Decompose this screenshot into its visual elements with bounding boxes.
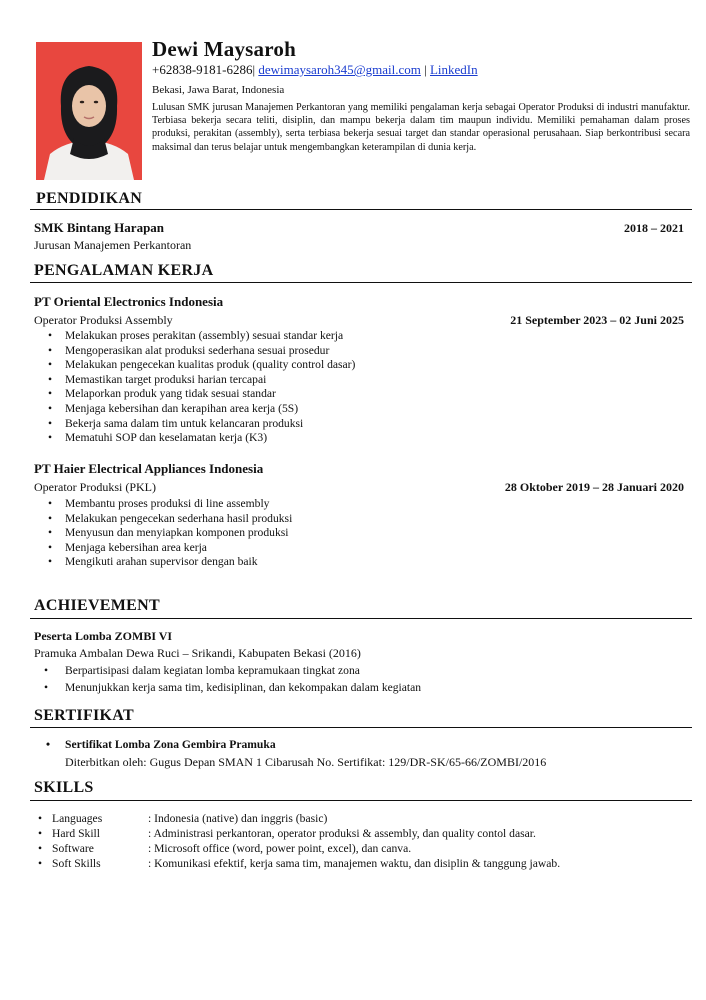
- list-item: • Bekerja sama dalam tim untuk kelancaran produksi: [48, 417, 355, 432]
- list-item: • Memastikan target produksi harian tercapai: [48, 373, 355, 388]
- skill-category: Hard Skill: [52, 827, 100, 840]
- list-item: • Mematuhi SOP dan keselamatan kerja (K3): [48, 431, 355, 446]
- job-company: PT Oriental Electronics Indonesia: [34, 294, 224, 309]
- list-item: • Melakukan pengecekan kualitas produk (quality control dasar): [48, 358, 355, 373]
- list-item: • Menjaga kebersihan dan kerapihan area kerja (5S): [48, 402, 355, 417]
- list-item: • Membantu proses produksi di line assembly: [48, 497, 292, 512]
- list-item: • Melakukan pengecekan sederhana hasil produksi: [48, 512, 292, 527]
- job-dates: 28 Oktober 2019 – 28 Januari 2020: [504, 480, 684, 494]
- list-item: • Mengoperasikan alat produksi sederhana sesuai prosedur: [48, 344, 355, 359]
- school-major: Jurusan Manajemen Perkantoran: [34, 238, 192, 252]
- education-section-title: PENDIDIKAN: [36, 190, 143, 207]
- list-item: • Berpartisipasi dalam kegiatan lomba kepramukaan tingkat zona: [44, 662, 421, 679]
- resume-page: Dewi Maysaroh +62838-9181-6286| dewimaysaroh345@gmail.com | LinkedIn Bekasi, Jawa Barat, Indonesia Lulusan SMK jurusan Manajemen Perkantoran yang memiliki pengalaman kerja sebagai Operator Produksi di industri manufaktur. Terbiasa bekerja secara teliti, disiplin, dan mampu bekerja dalam tim maupun individu. Memiliki pemahaman dalam proses produksi, perakitan (assembly), serta terbiasa bekerja sesuai target dan standar operasional perusahaan. Siap berkontribusi secara maksimal dan terus belajar untuk mengembangkan keterampilan di dunia kerja. PENDIDIKAN SMK Bintang Harapan Jurusan Manajemen Perkantoran 2018 – 2021 PENGALAMAN KERJA PT Oriental Electronics Indonesia Operator Produksi Assembly 21 September 2023 – 02 Juni 2025 • Melakukan proses perakitan (assembly) sesuai standar kerja • Mengoperasikan alat produksi sederhana sesuai prosedur • Melakukan pengecekan kualitas produk (quality control dasar) • Memastikan target produksi harian tercapai • Melaporkan produk yang tidak sesuai standar • Menjaga kebersihan dan kerapihan area kerja (5S) • Bekerja sama dalam tim untuk kelancaran produksi • Mematuhi SOP dan keselamatan kerja (K3) PT Haier Electrical Appliances Indonesia Operator Produksi (PKL) 28 Oktober 2019 – 28 Januari 2020 • Membantu proses produksi di line assembly • Melakukan pengecekan sederhana hasil produksi • Menyusun dan menyiapkan komponen produksi • Menjaga kebersihan area kerja • Mengikuti arahan supervisor dengan baik ACHIEVEMENT Peserta Lomba ZOMBI VI Pramuka Ambalan Dewa Ruci – Srikandi, Kabupaten Bekasi (2016) • Berpartisipasi dalam kegiatan lomba kepramukaan tingkat zona • Menunjukkan kerja sama tim, kedisiplinan, dan kekompakan dalam kegiatan SERTIFIKAT • Sertifikat Lomba Zona Gembira Pramuka Diterbitkan oleh: Gugus Depan SMAN 1 Cibarusah No. Sertifikat: 129/DR-SK/65-66/ZOMBI/2016 SKILLS • Languages : Indonesia (native) dan inggris (basic) • Hard Skill : Administrasi perkantoran, operator produksi & assembly, dan quality contol dasar. • Software : Microsoft office (word, power point, excel), dan canva. • Soft Skills : Komunikasi efektif, kerja sama tim, manajemen waktu, dan disiplin & tanggung jawab.: [0, 0, 706, 1000]
- list-item: • Melakukan proses perakitan (assembly) sesuai standar kerja: [48, 329, 355, 344]
- achievement-section-title: ACHIEVEMENT: [34, 597, 160, 614]
- experience-section-title: PENGALAMAN KERJA: [34, 262, 214, 279]
- skill-value: : Microsoft office (word, power point, excel), dan canva.: [148, 842, 412, 855]
- phone-number: +62838-9181-6286|: [152, 62, 256, 77]
- section-divider: [30, 618, 692, 619]
- contact-separator: |: [424, 62, 427, 77]
- skills-section-title: SKILLS: [34, 779, 94, 796]
- job-dates: 21 September 2023 – 02 Juni 2025: [510, 313, 684, 327]
- list-item: • Melaporkan produk yang tidak sesuai standar: [48, 387, 355, 402]
- job-company: PT Haier Electrical Appliances Indonesia: [34, 461, 264, 476]
- skill-category: Soft Skills: [52, 857, 101, 870]
- section-divider: [30, 727, 692, 728]
- section-divider: [30, 209, 692, 210]
- skill-category: Languages: [52, 812, 103, 825]
- linkedin-link[interactable]: LinkedIn: [429, 62, 478, 77]
- certificate-issuer: Diterbitkan oleh: Gugus Depan SMAN 1 Cibarusah No. Sertifikat: 129/DR-SK/65-66/ZOMBI/2016: [65, 755, 547, 769]
- job-role: Operator Produksi (PKL): [34, 480, 156, 494]
- skill-value: : Komunikasi efektif, kerja sama tim, manajemen waktu, dan disiplin & tanggung jawab.: [148, 857, 561, 870]
- section-divider: [30, 800, 692, 801]
- school-name: SMK Bintang Harapan: [34, 220, 165, 235]
- job-duties-list: [48, 329, 355, 446]
- achievement-name: Peserta Lomba ZOMBI VI: [34, 629, 173, 643]
- job-role: Operator Produksi Assembly: [34, 313, 173, 327]
- location-text: Bekasi, Jawa Barat, Indonesia: [152, 84, 285, 96]
- list-item: • Menunjukkan kerja sama tim, kedisiplinan, dan kekompakan dalam kegiatan: [44, 679, 421, 696]
- certificate-list: [46, 738, 276, 753]
- profile-photo: [36, 42, 142, 180]
- list-item: • Mengikuti arahan supervisor dengan baik: [48, 555, 292, 570]
- list-item: • Menyusun dan menyiapkan komponen produksi: [48, 526, 292, 541]
- email-link[interactable]: dewimaysaroh345@gmail.com: [258, 62, 421, 77]
- certificate-name: • Sertifikat Lomba Zona Gembira Pramuka: [46, 738, 276, 753]
- full-name: Dewi Maysaroh: [152, 37, 296, 61]
- list-item: • Menjaga kebersihan area kerja: [48, 541, 292, 556]
- contact-line: [152, 62, 478, 78]
- education-dates: 2018 – 2021: [624, 221, 684, 235]
- certificate-section-title: SERTIFIKAT: [34, 707, 134, 724]
- achievement-list: [44, 662, 421, 696]
- section-divider: [30, 282, 692, 283]
- achievement-org: Pramuka Ambalan Dewa Ruci – Srikandi, Kabupaten Bekasi (2016): [34, 646, 361, 660]
- profile-summary: Lulusan SMK jurusan Manajemen Perkantoran yang memiliki pengalaman kerja sebagai Operator Produksi di industri manufaktur. Terbiasa bekerja secara teliti, disiplin, dan mampu bekerja dalam tim maupun individu. Memiliki pemahaman dalam proses produksi, perakitan (assembly), serta terbiasa bekerja sesuai target dan standar operasional perusahaan. Siap berkontribusi secara maksimal dan terus belajar untuk mengembangkan keterampilan di dunia kerja.: [152, 102, 690, 153]
- skill-category: Software: [52, 842, 94, 855]
- skill-value: : Indonesia (native) dan inggris (basic): [148, 812, 328, 825]
- job-duties-list: [48, 497, 292, 570]
- skill-value: : Administrasi perkantoran, operator produksi & assembly, dan quality contol dasar.: [148, 827, 536, 840]
